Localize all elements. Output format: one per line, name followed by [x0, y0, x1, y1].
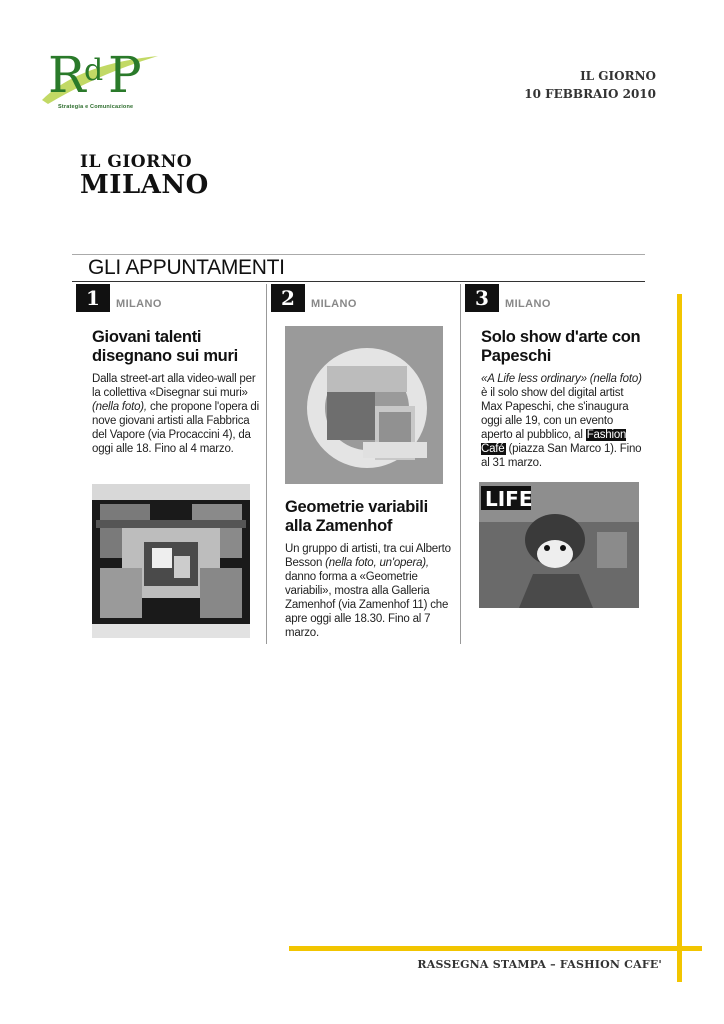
- fashion-cafe-highlight: Fashion Café: [481, 429, 627, 455]
- article-1: [72, 284, 266, 644]
- article-city: MILANO: [116, 298, 162, 310]
- body-text: Un gruppo di artisti, tra cui Alberto Besson: [285, 543, 451, 569]
- article-2: [266, 284, 460, 644]
- title-rule: [72, 281, 645, 282]
- article-number: 1: [76, 284, 110, 312]
- logo-graphic: [38, 34, 168, 114]
- street-art-photo: [92, 484, 250, 638]
- yellow-frame-vertical: [677, 294, 682, 982]
- article-city: MILANO: [505, 298, 551, 310]
- article-title: Geometrie variabili alla Zamenhof: [285, 498, 428, 535]
- body-italic: (nella foto),: [92, 401, 147, 413]
- life-cover-photo: [479, 482, 639, 608]
- logo-letter-r: R: [48, 46, 86, 104]
- body-text: danno forma a «Geometrie variabili», mostra alla Galleria Zamenhof (via Zamenhof 11) che apre oggi alle 18.30. Fino al 7 marzo.: [285, 571, 449, 639]
- body-italic: (nella foto): [589, 373, 642, 385]
- body-italic-quote: «A Life less ordinary»: [481, 373, 587, 385]
- section-title: GLI APPUNTAMENTI: [88, 256, 285, 279]
- masthead-paper: IL GIORNO: [80, 152, 193, 172]
- article-title: Giovani talenti disegnano sui muri: [92, 328, 238, 365]
- body-text: che propone l'opera di nove giovani artisti alla Fabbrica del Vapore (via Procaccini 4), da oggi alle 18. Fino al 4 marzo.: [92, 401, 259, 455]
- body-text: è il solo show del digital artist Max Papeschi, che s'inaugura oggi alle 19, con un evento aperto al pubblico, al: [481, 387, 629, 441]
- publication-date: 10 FEBBRAIO 2010: [524, 87, 656, 101]
- logo-letter-p: P: [108, 46, 142, 104]
- masthead-edition: MILANO: [80, 170, 209, 200]
- newspaper-masthead: [80, 152, 209, 200]
- top-rule: [72, 254, 645, 255]
- life-logo-text: LIFE: [485, 487, 533, 511]
- yellow-frame-horizontal: [289, 946, 702, 951]
- article-city: MILANO: [311, 298, 357, 310]
- rdp-logo: [38, 34, 168, 118]
- body-text: Dalla street-art alla video-wall per la collettiva «Disegnar sui muri»: [92, 373, 256, 399]
- footer-label: RASSEGNA STAMPA – FASHION CAFE': [417, 958, 662, 971]
- appointments-section: [72, 250, 645, 648]
- article-3: [460, 284, 645, 644]
- article-body: [481, 372, 643, 470]
- body-text: (piazza San Marco 1). Fino al 31 marzo.: [481, 443, 642, 469]
- publication-header: [524, 67, 656, 103]
- article-number: 3: [465, 284, 499, 312]
- publication-name: IL GIORNO: [580, 69, 656, 83]
- body-italic: (nella foto, un'opera),: [325, 557, 429, 569]
- logo-letter-d: d: [84, 53, 104, 88]
- logo-tagline: Strategia e Comunicazione: [58, 104, 134, 110]
- geometric-artwork-photo: [285, 326, 443, 484]
- article-title: Solo show d'arte con Papeschi: [481, 328, 641, 365]
- article-number: 2: [271, 284, 305, 312]
- article-body: [92, 372, 264, 456]
- article-body: [285, 542, 453, 640]
